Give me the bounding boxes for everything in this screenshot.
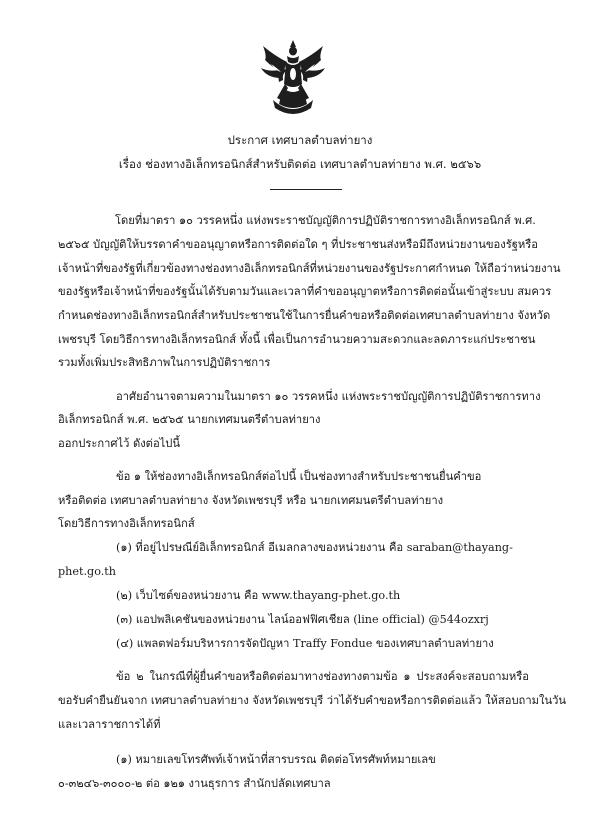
clause2-item-1-cont: ๐-๓๒๔๖-๓๐๐๐-๒ ต่อ ๑๒๑ งานธุรการ สำนักปลัดเทศบาล (58, 777, 331, 790)
para1-line-4: ของรัฐหรือเจ้าหน้าที่ของรัฐนั้นได้รับตามวันและเวลาที่คำขออนุญาตหรือการติดต่อนั้นเข้าสู่ระบบ สมควร (58, 285, 552, 298)
para1-line-1: โดยที่มาตรา ๑๐ วรรคหนึ่ง แห่งพระราชบัญญัติการปฏิบัติราชการทางอิเล็กทรอนิกส์ พ.ศ. (115, 214, 536, 227)
para1-line-7: รวมทั้งเพิ่มประสิทธิภาพในการปฏิบัติราชการ (58, 356, 271, 369)
clause1-item-1: (๑) ที่อยู่ไปรษณีย์อิเล็กทรอนิกส์ อีเมลกลางของหน่วยงาน คือ saraban@thayang- (116, 541, 513, 554)
clause2-item-1: (๑) หมายเลขโทรศัพท์เจ้าหน้าที่สารบรรณ ติดต่อโทรศัพท์หมายเลข (116, 753, 436, 766)
clause2-line-1: ข้อ ๒ ในกรณีที่ผู้ยื่นคำขอหรือติดต่อมาทางช่องทางตามข้อ ๑ ประสงค์จะสอบถามหรือ (116, 670, 529, 683)
para1-line-5: กำหนดช่องทางอิเล็กทรอนิกส์สำหรับประชาชนใช้ในการยื่นคำขอหรือติดต่อเทศบาลตำบลท่ายาง จังหวัด (58, 309, 551, 322)
clause1-line-3: โดยวิธีการทางอิเล็กทรอนิกส์ (58, 517, 195, 530)
clause2-line-2: ขอรับคำยืนยันจาก เทศบาลตำบลท่ายาง จังหวัดเพชรบุรี ว่าได้รับคำขอหรือการติดต่อแล้ว ให้สอบถามในวัน (58, 694, 567, 707)
para2-line-2: อิเล็กทรอนิกส์ พ.ศ. ๒๕๖๕ นายกเทศมนตรีตำบลท่ายาง (58, 413, 321, 426)
clause2-line-3: และเวลาราชการได้ที่ (58, 718, 161, 731)
para1-line-2: ๒๕๖๕ บัญญัติให้บรรดาคำขออนุญาตหรือการติดต่อใด ๆ ที่ประชาชนส่งหรือมีถึงหน่วยงานของรัฐหรือ (58, 238, 538, 251)
clause1-line-1: ข้อ ๑ ให้ช่องทางอิเล็กทรอนิกส์ต่อไปนี้ เป็นช่องทางสำหรับประชาชนยื่นคำขอ (116, 470, 482, 483)
title-divider (270, 189, 342, 190)
announcement-title: ประกาศ เทศบาลตำบลท่ายาง (227, 133, 373, 147)
para1-line-3: เจ้าหน้าที่ของรัฐที่เกี่ยวข้องทางช่องทางอิเล็กทรอนิกส์ที่หน่วยงานของรัฐประกาศกำหนด ให้ถือว่าหน่วยงาน (58, 262, 561, 275)
para1-line-6: เพชรบุรี โดยวิธีการทางอิเล็กทรอนิกส์ ทั้งนี้ เพื่อเป็นการอำนวยความสะดวกและลดภาระแก่ประชาชน (58, 333, 536, 346)
garuda-emblem-icon (257, 38, 329, 120)
clause1-item-1-cont: phet.go.th (58, 565, 116, 578)
clause1-line-2: หรือติดต่อ เทศบาลตำบลท่ายาง จังหวัดเพชรบุรี หรือ นายกเทศมนตรีตำบลท่ายาง (58, 494, 444, 507)
para2-line-1: อาศัยอำนาจตามความในมาตรา ๑๐ วรรคหนึ่ง แห่งพระราชบัญญัติการปฏิบัติราชการทาง (116, 390, 541, 403)
announcement-subject: เรื่อง ช่องทางอิเล็กทรอนิกส์สำหรับติดต่อ เทศบาลตำบลท่ายาง พ.ศ. ๒๕๖๖ (118, 157, 482, 171)
clause1-item-3: (๓) แอปพลิเคชันของหน่วยงาน ไลน์ออฟฟิศเชียล (line official) @544ozxrj (116, 613, 489, 626)
clause1-item-2: (๒) เว็บไซต์ของหน่วยงาน คือ www.thayang-phet.go.th (116, 589, 401, 602)
clause1-item-4: (๔) แพลตฟอร์มบริหารการจัดปัญหา Traffy Fondue ของเทศบาลตำบลท่ายาง (116, 637, 494, 650)
para2-line-3: ออกประกาศไว้ ดังต่อไปนี้ (58, 437, 181, 450)
